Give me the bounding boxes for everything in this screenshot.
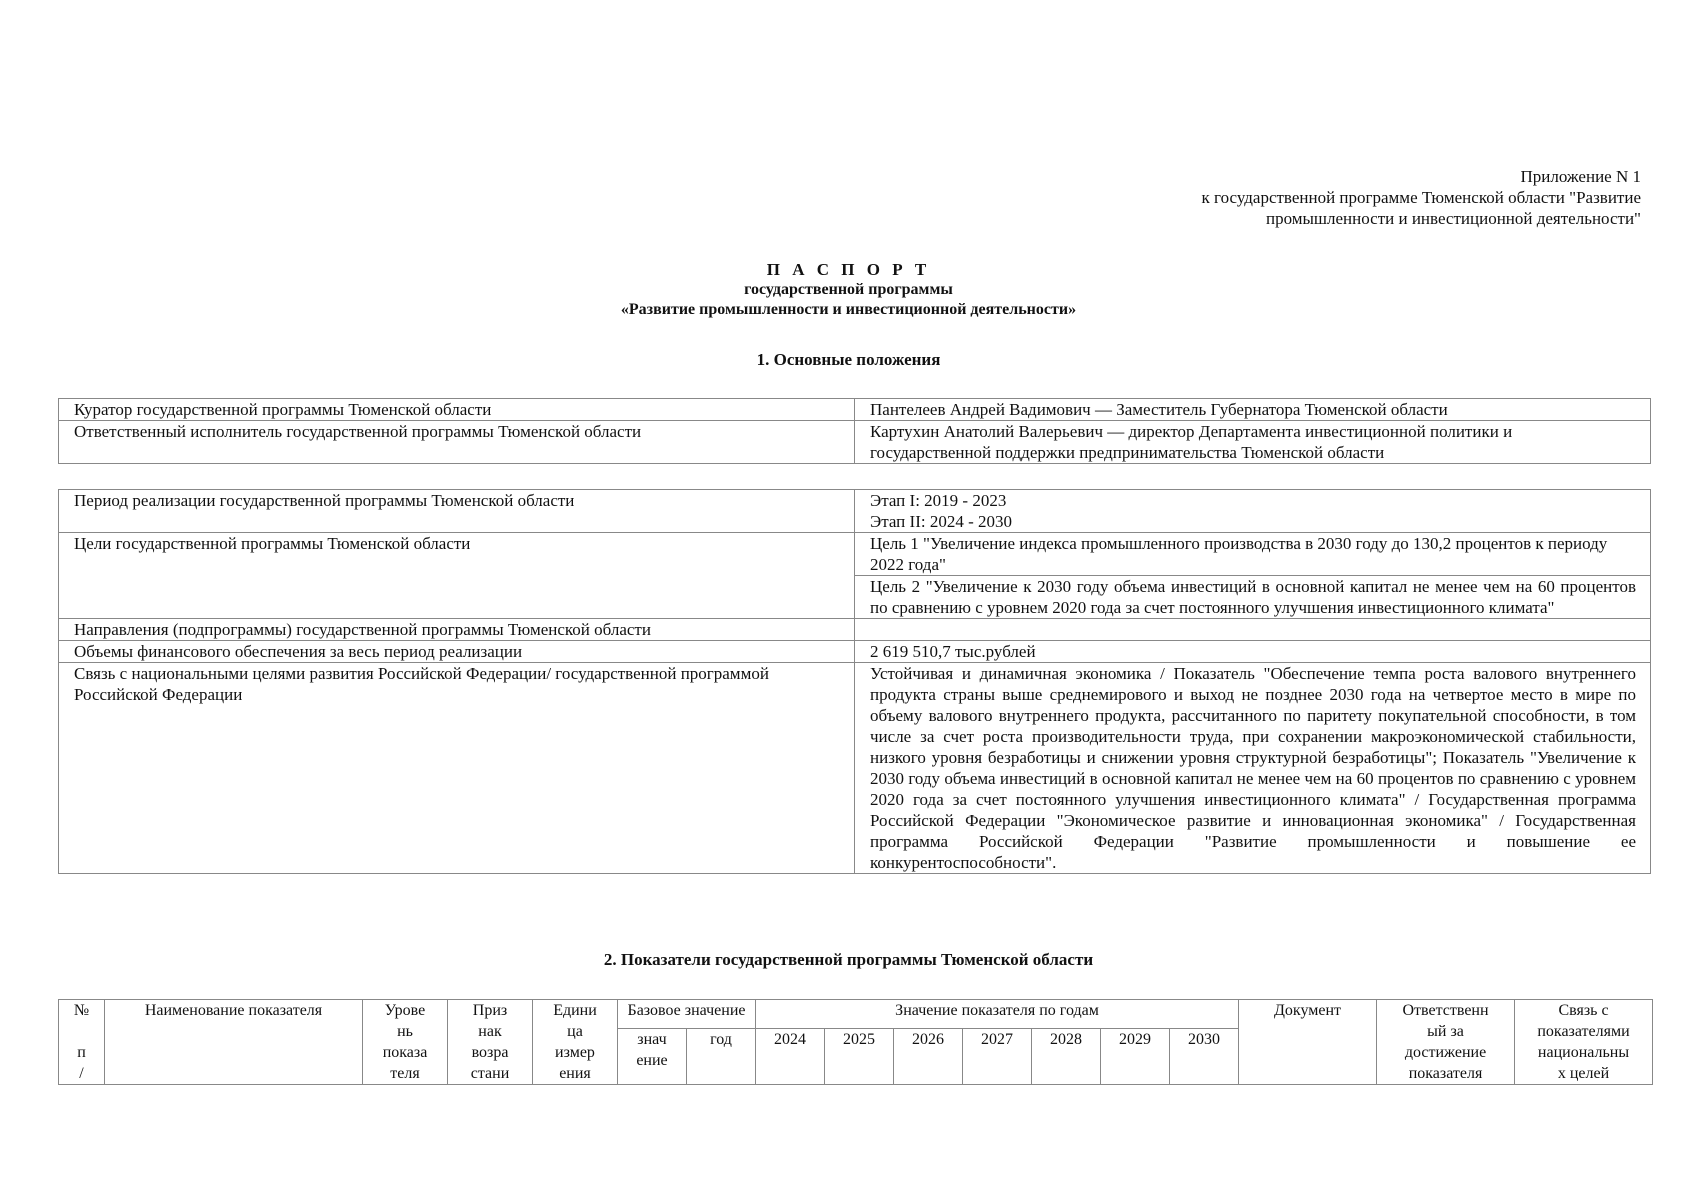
table-row <box>59 533 1651 576</box>
col-year-2026: 2026 <box>894 1028 963 1084</box>
table-row <box>59 619 1651 641</box>
table-header-row <box>59 1000 1653 1029</box>
goals-label: Цели государственной программы Тюменской области <box>59 533 855 619</box>
col-sign: Приз нак возра стани <box>448 1000 533 1085</box>
col-year-2027: 2027 <box>963 1028 1032 1084</box>
main-provisions-table-1 <box>58 398 1651 464</box>
appendix-ref-line1: к государственной программе Тюменской области "Развитие <box>1201 188 1641 207</box>
funding-label: Объемы финансового обеспечения за весь период реализации <box>59 641 855 663</box>
col-unit: Едини ца измер ения <box>533 1000 618 1085</box>
curator-label: Куратор государственной программы Тюменской области <box>59 399 855 421</box>
title-passport: П А С П О Р Т <box>766 260 931 279</box>
goal-1: Цель 1 "Увеличение индекса промышленного производства в 2030 году до 130,2 процентов к периоду 2022 года" <box>855 533 1651 576</box>
col-name: Наименование показателя <box>105 1000 363 1085</box>
col-year-2030: 2030 <box>1170 1028 1239 1084</box>
goal-2: Цель 2 "Увеличение к 2030 году объема инвестиций в основной капитал не менее чем на 60 процентов по сравнению с уровнем 2020 года за счет постоянного улучшения инвестиционного климата" <box>855 576 1651 619</box>
title-subtitle: государственной программы <box>744 281 953 298</box>
col-number-top: № <box>73 1002 90 1019</box>
directions-label: Направления (подпрограммы) государственной программы Тюменской области <box>59 619 855 641</box>
col-number <box>59 1000 105 1085</box>
table-row <box>59 421 1651 464</box>
curator-value: Пантелеев Андрей Вадимович — Заместитель Губернатора Тюменской области <box>855 399 1651 421</box>
col-year-2024: 2024 <box>756 1028 825 1084</box>
appendix-header <box>941 166 1641 229</box>
table-row <box>59 641 1651 663</box>
link-value: Устойчивая и динамичная экономика / Показатель "Обеспечение темпа роста валового внутреннего продукта страны выше среднемирового и выход не позднее 2030 года на четвертое место в мире по объему валового внутреннего продукта, рассчитанного по паритету покупательной способности, в том числе за счет роста производительности труда, при сохранении макроэкономической стабильности, низкого уровня безработицы и снижении уровня структурной безработицы"; Показатель "Увеличение к 2030 году объема инвестиций в основной капитал не менее чем на 60 процентов по сравнению с уровнем 2020 года за счет постоянного улучшения инвестиционного климата" / Государственная программа Российской Федерации "Экономическое развитие и инновационная экономика" / Государственная программа Российской Федерации "Развитие промышленности и повышение ее конкурентоспособности". <box>855 663 1651 874</box>
funding-value: 2 619 510,7 тыс.рублей <box>855 641 1651 663</box>
appendix-ref-line2: промышленности и инвестиционной деятельности" <box>1265 209 1641 228</box>
indicators-table <box>58 999 1653 1085</box>
document-title <box>0 260 1697 320</box>
appendix-number: Приложение N 1 <box>1520 167 1641 186</box>
main-provisions-table-2 <box>58 489 1651 874</box>
col-level: Урове нь показа теля <box>363 1000 448 1085</box>
title-program-name: «Развитие промышленности и инвестиционной деятельности» <box>620 301 1077 318</box>
col-responsible: Ответственн ый за достижение показателя <box>1377 1000 1515 1085</box>
col-base-year: год <box>687 1028 756 1084</box>
executor-label: Ответственный исполнитель государственной программы Тюменской области <box>59 421 855 464</box>
table-row <box>59 490 1651 533</box>
table-row <box>59 663 1651 874</box>
col-base-value: знач ение <box>618 1028 687 1084</box>
col-year-2028: 2028 <box>1032 1028 1101 1084</box>
link-label: Связь с национальными целями развития Российской Федерации/ государственной программой Российской Федерации <box>59 663 855 874</box>
col-number-bottom: п / <box>77 1044 86 1082</box>
col-year-2029: 2029 <box>1101 1028 1170 1084</box>
period-value: Этап I: 2019 - 2023 Этап II: 2024 - 2030 <box>855 490 1651 533</box>
col-values-by-year: Значение показателя по годам <box>756 1000 1239 1029</box>
executor-value: Картухин Анатолий Валерьевич — директор Департамента инвестиционной политики и государственной поддержки предпринимательства Тюменской области <box>855 421 1651 464</box>
section2-title: 2. Показатели государственной программы Тюменской области <box>603 950 1094 969</box>
col-document: Документ <box>1239 1000 1377 1085</box>
period-label: Период реализации государственной программы Тюменской области <box>59 490 855 533</box>
col-link: Связь с показателями национальны х целей <box>1515 1000 1653 1085</box>
directions-value <box>855 619 1651 641</box>
col-base: Базовое значение <box>618 1000 756 1029</box>
section1-title: 1. Основные положения <box>756 350 941 369</box>
col-year-2025: 2025 <box>825 1028 894 1084</box>
table-row <box>59 399 1651 421</box>
